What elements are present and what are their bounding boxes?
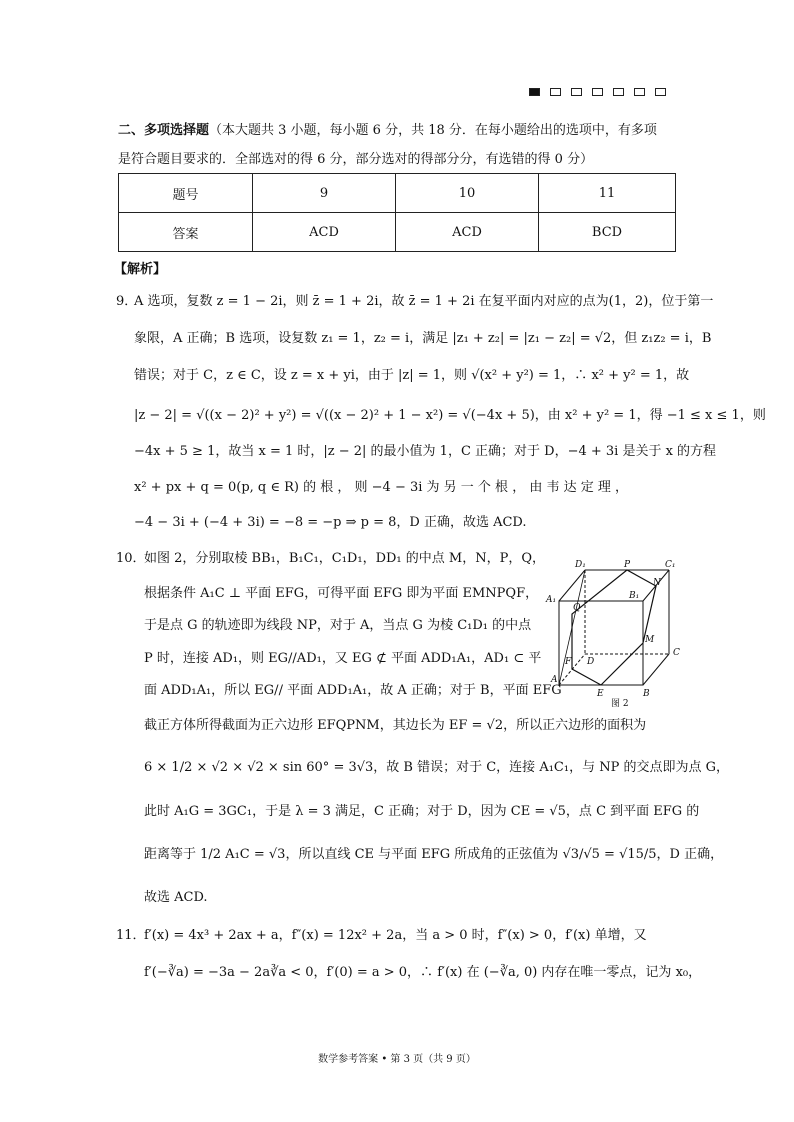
progress-square bbox=[571, 88, 582, 96]
table-cell: ACD bbox=[396, 213, 539, 252]
q9-line: 象限，A 正确；B 选项，设复数 z₁ = 1，z₂ = i，满足 |z₁ + z₂| = |z₁ − z₂| = √2，但 z₁z₂ = i，B bbox=[134, 331, 712, 346]
label-C: C bbox=[673, 648, 680, 658]
label-Q: Q bbox=[573, 603, 581, 613]
q10-line: 根据条件 A₁C ⊥ 平面 EFG，可得平面 EFG 即为平面 EMNPQF， bbox=[144, 586, 539, 601]
analysis-header: 【解析】 bbox=[114, 262, 167, 277]
cube-edge bbox=[643, 654, 669, 685]
q9-line: |z − 2| = √((x − 2)² + y²) = √((x − 2)² + 1 − x²) = √(−4x + 5)，由 x² + y² = 1，得 −1 ≤ x ≤ 1，则 bbox=[134, 408, 766, 423]
q9-line: A 选项，复数 z = 1 − 2i，则 z̄ = 1 + 2i，故 z̄ = 1 + 2i 在复平面内对应的点为(1，2)，位于第一 bbox=[134, 294, 714, 309]
q10-line: 距离等于 1/2 A₁C = √3，所以直线 CE 与平面 EFG 所成角的正弦值为 √3/√5 = √15/5，D 正确， bbox=[144, 847, 724, 862]
q9-line: x² + px + q = 0(p, q ∈ R) 的 根 ， 则 −4 − 3i 为 另 一 个 根 ， 由 韦 达 定 理 ， bbox=[134, 480, 628, 495]
progress-square bbox=[592, 88, 603, 96]
progress-square bbox=[613, 88, 624, 96]
progress-square bbox=[634, 88, 645, 96]
q11-line: f′(x) = 4x³ + 2ax + a，f″(x) = 12x² + 2a，当 a > 0 时，f″(x) > 0，f′(x) 单增，又 bbox=[144, 928, 647, 943]
label-B1: B₁ bbox=[629, 591, 640, 601]
figure-caption: 图 2 bbox=[611, 699, 629, 709]
q10-line: 6 × 1/2 × √2 × √2 × sin 60° = 3√3，故 B 错误；对于 C，连接 A₁C₁，与 NP 的交点即为点 G， bbox=[144, 760, 729, 775]
table-cell: 答案 bbox=[119, 213, 253, 252]
page-progress-indicator bbox=[529, 88, 666, 96]
q10-line: 面 ADD₁A₁，所以 EG// 平面 ADD₁A₁，故 A 正确；对于 B，平面 EFG bbox=[144, 683, 562, 698]
table-cell: 9 bbox=[253, 174, 396, 213]
section-desc-2: 是符合题目要求的．全部选对的得 6 分，部分选对的得部分分，有选错的得 0 分） bbox=[118, 152, 594, 167]
label-C1: C₁ bbox=[665, 560, 676, 570]
table-cell: 题号 bbox=[119, 174, 253, 213]
label-P: P bbox=[624, 560, 631, 570]
q10-line: 如图 2，分别取棱 BB₁，B₁C₁，C₁D₁，DD₁ 的中点 M，N，P，Q， bbox=[144, 551, 545, 566]
table-cell: BCD bbox=[539, 213, 676, 252]
label-D: D bbox=[587, 657, 595, 667]
section-title: 二、多项选择题 bbox=[118, 123, 210, 138]
progress-square bbox=[550, 88, 561, 96]
q10-line: 此时 A₁G = 3GC₁，于是 λ = 3 满足，C 正确；对于 D，因为 CE = √5，点 C 到平面 EFG 的 bbox=[144, 804, 700, 819]
table-cell: 11 bbox=[539, 174, 676, 213]
answer-table bbox=[118, 173, 676, 252]
label-A: A bbox=[551, 675, 558, 685]
page-footer: 数学参考答案 • 第 3 页（共 9 页） bbox=[318, 1054, 476, 1065]
q10-line: P 时，连接 AD₁，则 EG//AD₁，又 EG ⊄ 平面 ADD₁A₁，AD₁ ⊂ 平 bbox=[144, 651, 542, 666]
progress-square bbox=[655, 88, 666, 96]
q10-line: 于是点 G 的轨迹即为线段 NP，对于 A，当点 G 为棱 C₁D₁ 的中点 bbox=[144, 618, 532, 633]
q9-line: 错误；对于 C，z ∈ C，设 z = x + yi，由于 |z| = 1，则 √(x² + y²) = 1，∴ x² + y² = 1，故 bbox=[134, 368, 690, 383]
q11-number: 11． bbox=[116, 928, 146, 943]
table-row bbox=[119, 174, 676, 213]
q9-line: −4 − 3i + (−4 + 3i) = −8 = −p ⇒ p = 8，D 正确，故选 ACD. bbox=[134, 515, 527, 530]
label-N: N bbox=[653, 578, 661, 588]
q10-line: 截正方体所得截面为正六边形 EFQPNM，其边长为 EF = √2，所以正六边形的面积为 bbox=[144, 718, 647, 733]
table-row bbox=[119, 213, 676, 252]
section-heading bbox=[118, 116, 678, 174]
label-D1: D₁ bbox=[575, 560, 586, 570]
cube-figure bbox=[545, 558, 685, 708]
label-F: F bbox=[565, 657, 572, 667]
label-A1: A₁ bbox=[546, 595, 557, 605]
q10-line: 故选 ACD. bbox=[144, 890, 208, 905]
section-desc-1: （本大题共 3 小题，每小题 6 分，共 18 分．在每小题给出的选项中，有多项 bbox=[209, 123, 657, 138]
table-cell: 10 bbox=[396, 174, 539, 213]
label-M: M bbox=[645, 635, 655, 645]
q9-number: 9． bbox=[116, 294, 138, 309]
q11-line: f′(−∛a) = −3a − 2a∛a < 0，f′(0) = a > 0，∴ f′(x) 在 (−∛a, 0) 内存在唯一零点，记为 x₀， bbox=[144, 965, 702, 980]
label-E: E bbox=[597, 689, 604, 699]
q9-line: −4x + 5 ≥ 1，故当 x = 1 时，|z − 2| 的最小值为 1，C 正确；对于 D，−4 + 3i 是关于 x 的方程 bbox=[134, 444, 717, 459]
label-B: B bbox=[643, 689, 650, 699]
progress-square-filled bbox=[529, 88, 540, 96]
q10-number: 10． bbox=[116, 551, 146, 566]
table-cell: ACD bbox=[253, 213, 396, 252]
